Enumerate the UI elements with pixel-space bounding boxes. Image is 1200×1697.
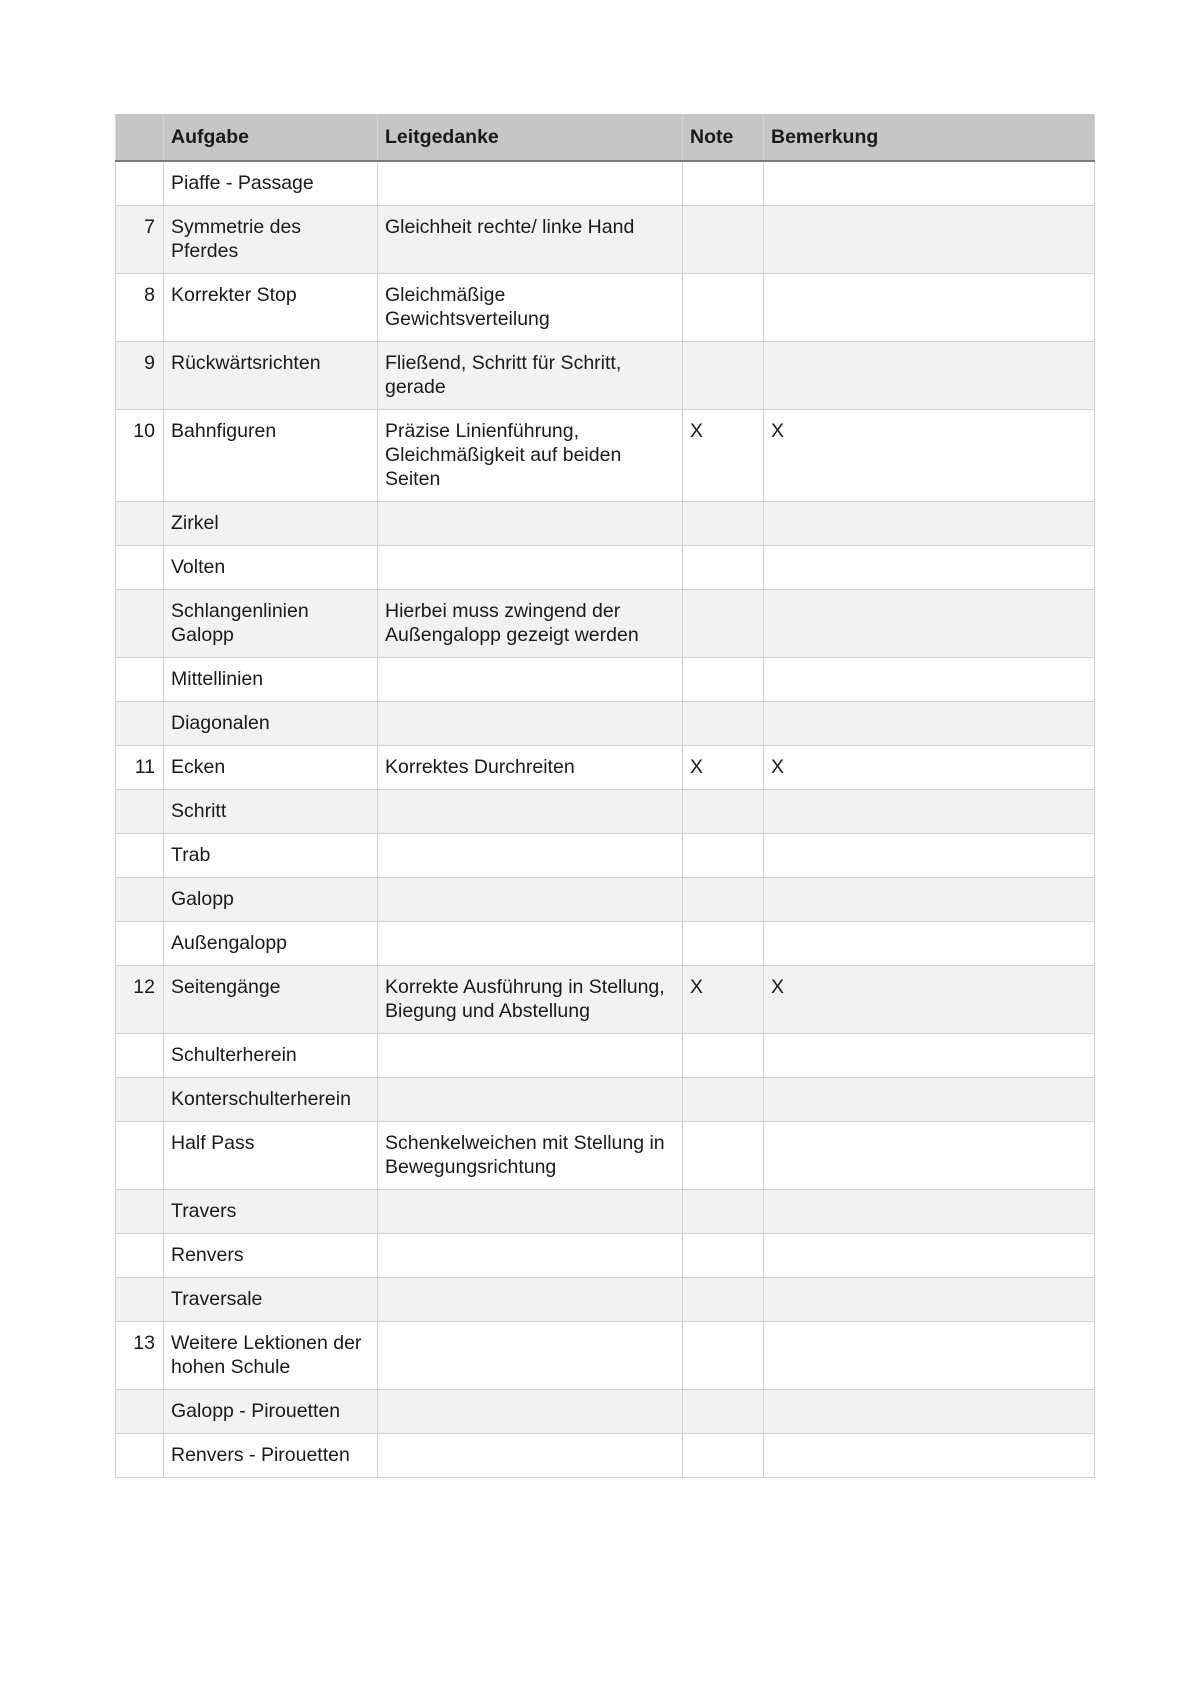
remark-cell xyxy=(764,789,1095,833)
remark-cell xyxy=(764,341,1095,409)
table-row xyxy=(116,545,1095,589)
task-cell: Travers xyxy=(164,1189,378,1233)
guiding-idea-cell xyxy=(378,1077,683,1121)
grade-cell xyxy=(683,501,764,545)
row-number: 10 xyxy=(116,409,164,501)
task-cell: Mittellinien xyxy=(164,657,378,701)
table-row xyxy=(116,1189,1095,1233)
task-cell: Weitere Lektionen der hohen Schule xyxy=(164,1321,378,1389)
remark-cell xyxy=(764,877,1095,921)
remark-cell xyxy=(764,701,1095,745)
task-cell: Schlangenlinien Galopp xyxy=(164,589,378,657)
remark-cell xyxy=(764,921,1095,965)
row-number xyxy=(116,833,164,877)
task-cell: Renvers - Pirouetten xyxy=(164,1433,378,1477)
guiding-idea-cell xyxy=(378,1033,683,1077)
guiding-idea-cell xyxy=(378,701,683,745)
guiding-idea-cell: Gleichmäßige Gewichtsverteilung xyxy=(378,273,683,341)
guiding-idea-cell: Korrektes Durchreiten xyxy=(378,745,683,789)
header-task: Aufgabe xyxy=(164,115,378,161)
remark-cell xyxy=(764,1277,1095,1321)
remark-cell xyxy=(764,273,1095,341)
grade-cell: X xyxy=(683,745,764,789)
row-number: 9 xyxy=(116,341,164,409)
task-cell: Traversale xyxy=(164,1277,378,1321)
guiding-idea-cell: Fließend, Schritt für Schritt, gerade xyxy=(378,341,683,409)
grade-cell xyxy=(683,701,764,745)
table-body xyxy=(116,161,1095,1478)
guiding-idea-cell xyxy=(378,501,683,545)
row-number: 12 xyxy=(116,965,164,1033)
remark-cell xyxy=(764,1033,1095,1077)
remark-cell xyxy=(764,1189,1095,1233)
table-row xyxy=(116,1389,1095,1433)
remark-cell xyxy=(764,833,1095,877)
grade-cell xyxy=(683,161,764,206)
table-row xyxy=(116,1277,1095,1321)
table-row xyxy=(116,877,1095,921)
grade-cell xyxy=(683,589,764,657)
task-cell: Bahnfiguren xyxy=(164,409,378,501)
remark-cell: X xyxy=(764,745,1095,789)
grade-cell xyxy=(683,205,764,273)
task-cell: Zirkel xyxy=(164,501,378,545)
task-cell: Außengalopp xyxy=(164,921,378,965)
table-row xyxy=(116,501,1095,545)
table-row xyxy=(116,657,1095,701)
task-cell: Konterschulterherein xyxy=(164,1077,378,1121)
row-number: 8 xyxy=(116,273,164,341)
guiding-idea-cell xyxy=(378,1233,683,1277)
task-cell: Galopp - Pirouetten xyxy=(164,1389,378,1433)
row-number xyxy=(116,921,164,965)
task-cell: Piaffe - Passage xyxy=(164,161,378,206)
table-header xyxy=(116,115,1095,161)
grade-cell xyxy=(683,1189,764,1233)
grade-cell xyxy=(683,1433,764,1477)
grade-cell xyxy=(683,1033,764,1077)
grade-cell xyxy=(683,545,764,589)
task-cell: Schritt xyxy=(164,789,378,833)
guiding-idea-cell: Gleichheit rechte/ linke Hand xyxy=(378,205,683,273)
header-guiding-idea: Leitgedanke xyxy=(378,115,683,161)
guiding-idea-cell: Präzise Linienführung, Gleichmäßigkeit auf beiden Seiten xyxy=(378,409,683,501)
remark-cell xyxy=(764,1433,1095,1477)
guiding-idea-cell: Korrekte Ausführung in Stellung, Biegung und Abstellung xyxy=(378,965,683,1033)
grade-cell xyxy=(683,1121,764,1189)
table-row xyxy=(116,205,1095,273)
table-row xyxy=(116,789,1095,833)
task-cell: Symmetrie des Pferdes xyxy=(164,205,378,273)
remark-cell xyxy=(764,1321,1095,1389)
guiding-idea-cell xyxy=(378,789,683,833)
grade-cell xyxy=(683,789,764,833)
table-row xyxy=(116,1233,1095,1277)
guiding-idea-cell xyxy=(378,1433,683,1477)
remark-cell: X xyxy=(764,409,1095,501)
task-cell: Volten xyxy=(164,545,378,589)
row-number xyxy=(116,1189,164,1233)
row-number: 7 xyxy=(116,205,164,273)
header-grade: Note xyxy=(683,115,764,161)
task-cell: Rückwärtsrichten xyxy=(164,341,378,409)
table-row xyxy=(116,701,1095,745)
table-row xyxy=(116,921,1095,965)
row-number: 11 xyxy=(116,745,164,789)
guiding-idea-cell: Hierbei muss zwingend der Außengalopp gezeigt werden xyxy=(378,589,683,657)
table-row xyxy=(116,1077,1095,1121)
table-row xyxy=(116,161,1095,206)
task-cell: Trab xyxy=(164,833,378,877)
table-row xyxy=(116,1433,1095,1477)
row-number xyxy=(116,161,164,206)
guiding-idea-cell xyxy=(378,1389,683,1433)
task-cell: Renvers xyxy=(164,1233,378,1277)
grade-cell xyxy=(683,273,764,341)
row-number xyxy=(116,1277,164,1321)
task-cell: Korrekter Stop xyxy=(164,273,378,341)
table-row xyxy=(116,1321,1095,1389)
row-number xyxy=(116,1077,164,1121)
grade-cell xyxy=(683,1233,764,1277)
remark-cell xyxy=(764,1233,1095,1277)
row-number xyxy=(116,877,164,921)
grade-cell xyxy=(683,341,764,409)
grade-cell xyxy=(683,833,764,877)
remark-cell xyxy=(764,1121,1095,1189)
row-number xyxy=(116,545,164,589)
row-number xyxy=(116,657,164,701)
remark-cell xyxy=(764,589,1095,657)
row-number: 13 xyxy=(116,1321,164,1389)
grade-cell: X xyxy=(683,965,764,1033)
table-row xyxy=(116,273,1095,341)
grade-cell xyxy=(683,1389,764,1433)
remark-cell xyxy=(764,1077,1095,1121)
header-number xyxy=(116,115,164,161)
guiding-idea-cell xyxy=(378,921,683,965)
remark-cell xyxy=(764,501,1095,545)
task-cell: Half Pass xyxy=(164,1121,378,1189)
grade-cell xyxy=(683,877,764,921)
grading-table xyxy=(115,114,1095,1478)
table-row xyxy=(116,409,1095,501)
table-row xyxy=(116,965,1095,1033)
guiding-idea-cell xyxy=(378,877,683,921)
row-number xyxy=(116,501,164,545)
row-number xyxy=(116,1033,164,1077)
remark-cell xyxy=(764,1389,1095,1433)
grade-cell xyxy=(683,1321,764,1389)
table-row xyxy=(116,341,1095,409)
row-number xyxy=(116,1233,164,1277)
guiding-idea-cell xyxy=(378,657,683,701)
table-row xyxy=(116,745,1095,789)
header-remark: Bemerkung xyxy=(764,115,1095,161)
grade-cell: X xyxy=(683,409,764,501)
remark-cell xyxy=(764,545,1095,589)
remark-cell xyxy=(764,657,1095,701)
table-row xyxy=(116,589,1095,657)
task-cell: Galopp xyxy=(164,877,378,921)
table-row xyxy=(116,1033,1095,1077)
table-row xyxy=(116,833,1095,877)
task-cell: Schulterherein xyxy=(164,1033,378,1077)
remark-cell xyxy=(764,205,1095,273)
grade-cell xyxy=(683,1077,764,1121)
grade-cell xyxy=(683,1277,764,1321)
guiding-idea-cell xyxy=(378,833,683,877)
guiding-idea-cell xyxy=(378,1321,683,1389)
task-cell: Diagonalen xyxy=(164,701,378,745)
table-row xyxy=(116,1121,1095,1189)
guiding-idea-cell xyxy=(378,161,683,206)
row-number xyxy=(116,789,164,833)
grade-cell xyxy=(683,921,764,965)
task-cell: Ecken xyxy=(164,745,378,789)
row-number xyxy=(116,1389,164,1433)
grade-cell xyxy=(683,657,764,701)
task-cell: Seitengänge xyxy=(164,965,378,1033)
remark-cell: X xyxy=(764,965,1095,1033)
header-row xyxy=(116,115,1095,161)
row-number xyxy=(116,1433,164,1477)
guiding-idea-cell: Schenkelweichen mit Stellung in Bewegungsrichtung xyxy=(378,1121,683,1189)
remark-cell xyxy=(764,161,1095,206)
guiding-idea-cell xyxy=(378,545,683,589)
guiding-idea-cell xyxy=(378,1277,683,1321)
row-number xyxy=(116,1121,164,1189)
row-number xyxy=(116,589,164,657)
row-number xyxy=(116,701,164,745)
guiding-idea-cell xyxy=(378,1189,683,1233)
